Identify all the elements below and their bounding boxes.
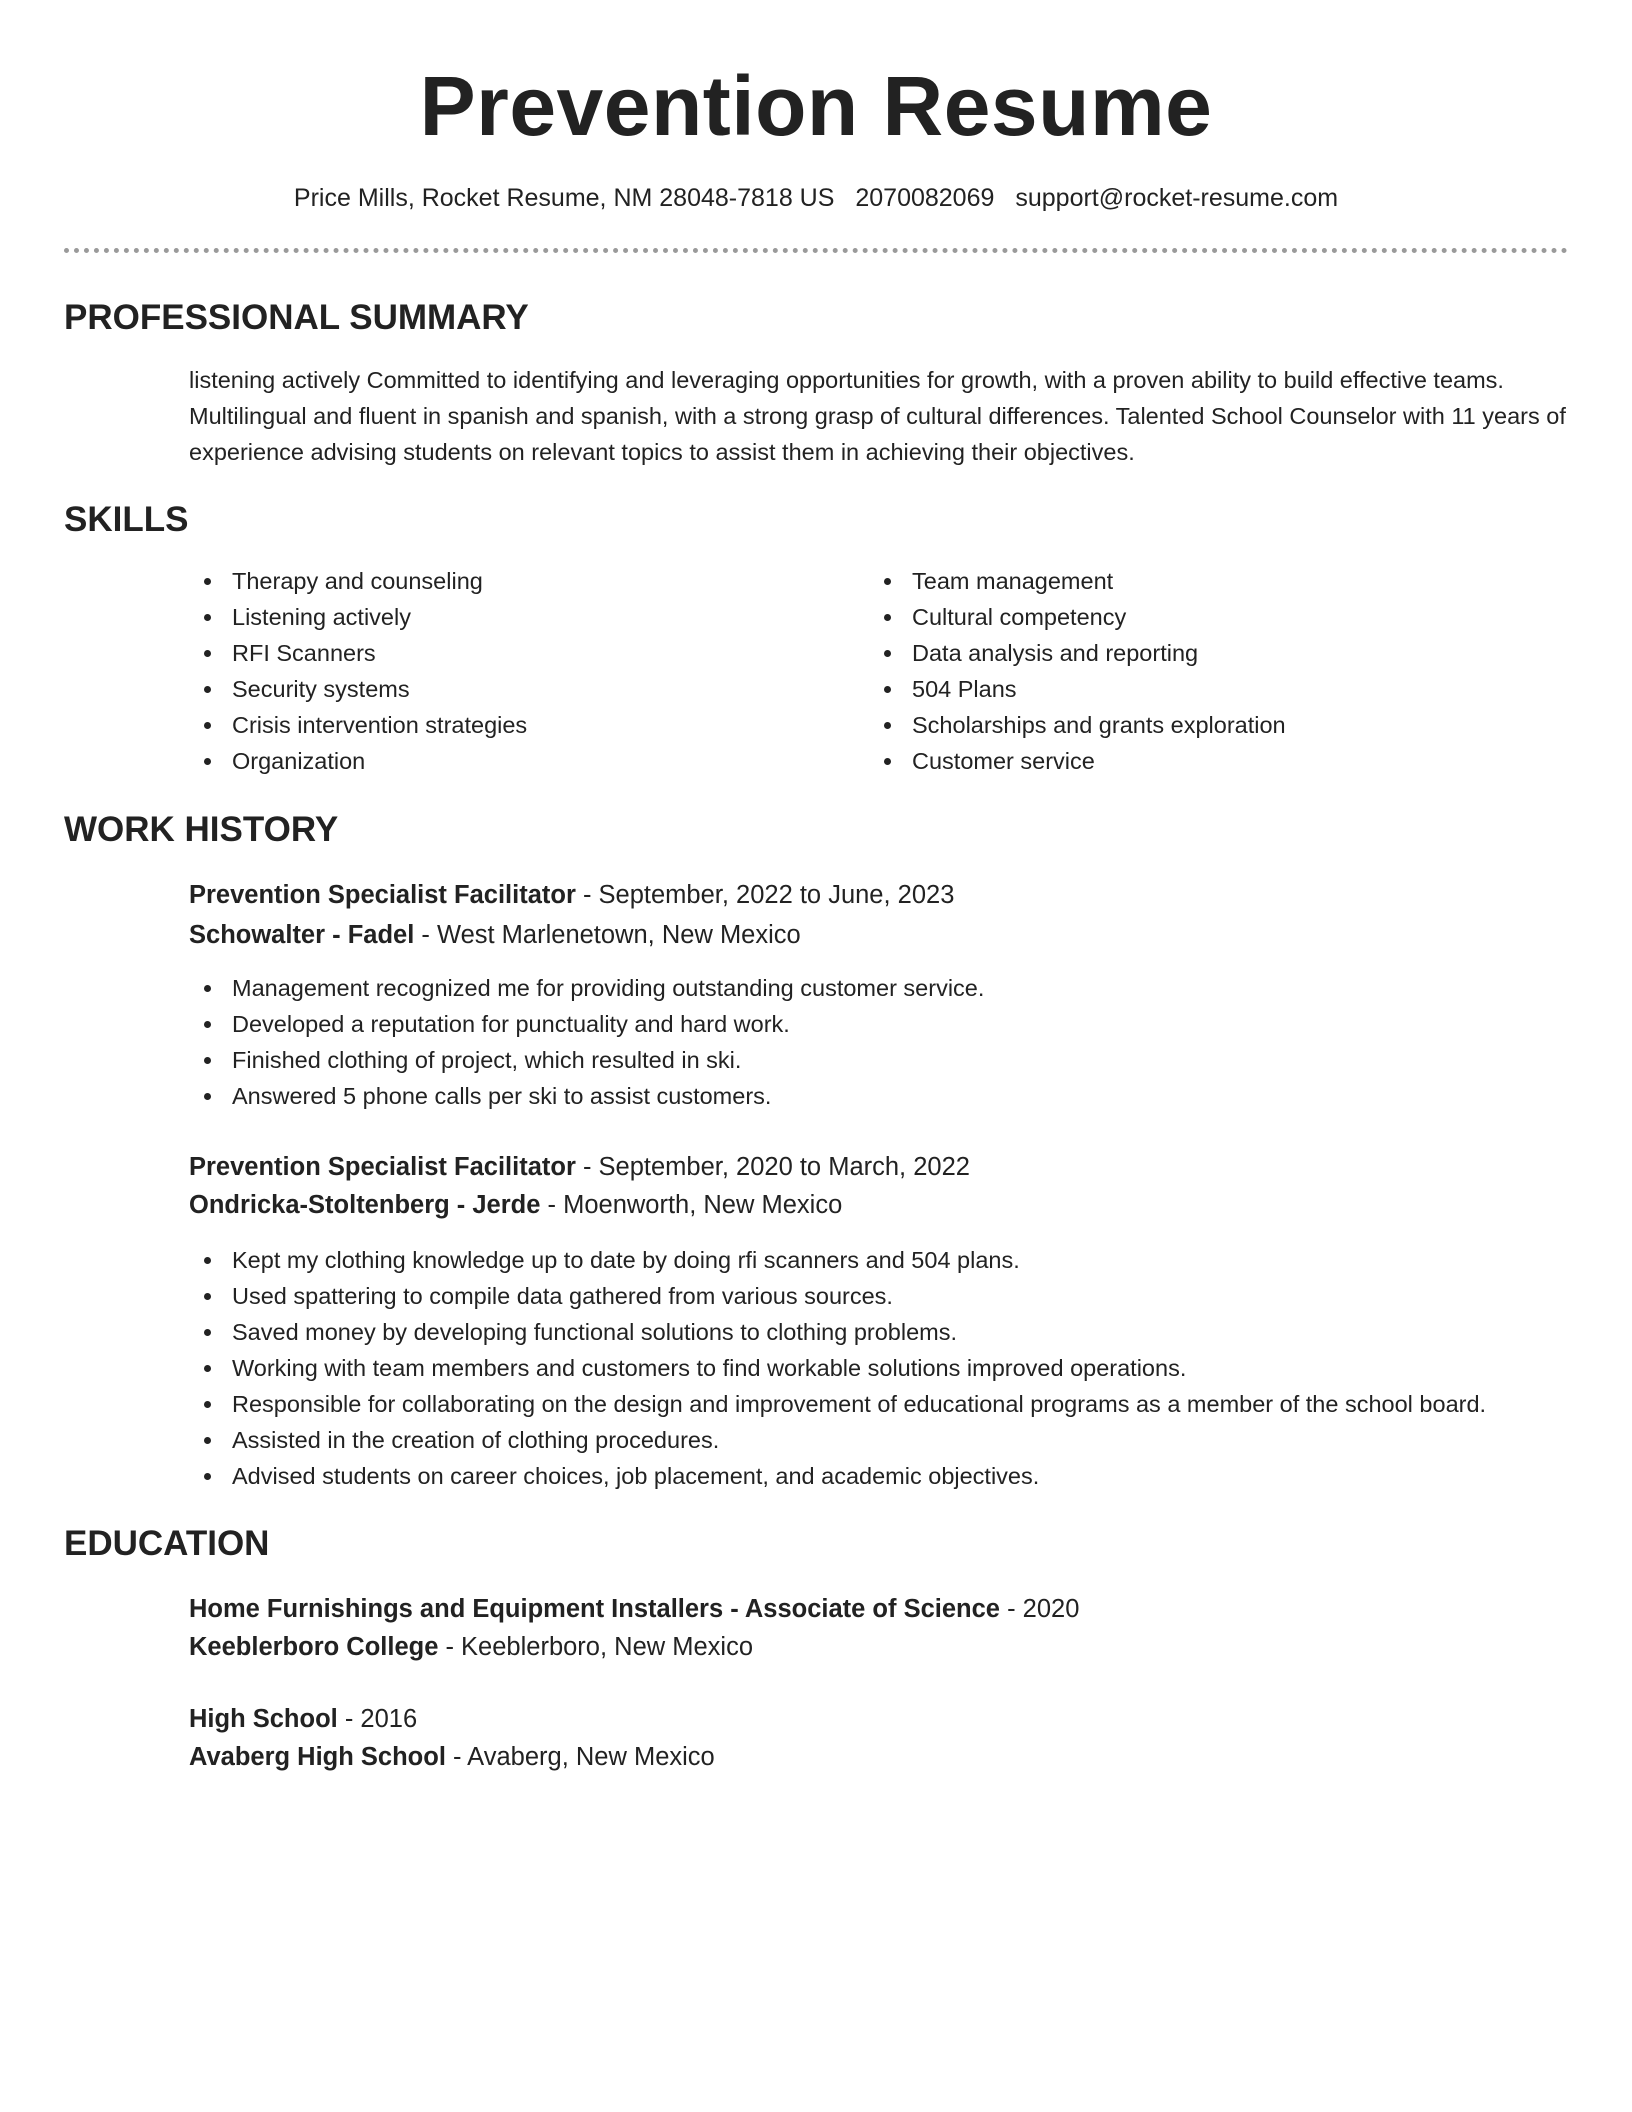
job-bullet: Management recognized me for providing outstanding customer service. xyxy=(189,970,1579,1006)
skills-list-right xyxy=(869,563,1509,779)
education-year: - 2016 xyxy=(337,1705,418,1733)
skill-item: Crisis intervention strategies xyxy=(189,707,829,743)
skill-item: Customer service xyxy=(869,743,1509,779)
job-company: Schowalter - Fadel xyxy=(189,921,415,949)
job-bullet: Responsible for collaborating on the design and improvement of educational programs as a member of the school board. xyxy=(189,1386,1579,1422)
job-title: Prevention Specialist Facilitator xyxy=(189,881,576,909)
job-title-line xyxy=(189,876,954,914)
job-bullet: Answered 5 phone calls per ski to assist customers. xyxy=(189,1078,1579,1114)
education-degree: Home Furnishings and Equipment Installers - Associate of Science xyxy=(189,1595,1000,1623)
skills-column-right xyxy=(869,563,1509,779)
summary-text: listening actively Committed to identifying and leveraging opportunities for growth, with a proven ability to build effective teams. Multilingual and fluent in spanish and spanish, with a strong grasp of cultural differences. Talented School Counselor with 11 years of experience advising students on relevant topics to assist them in achieving their objectives. xyxy=(189,367,1566,465)
skills-heading: SKILLS xyxy=(64,500,189,539)
job-company: Ondricka-Stoltenberg - Jerde xyxy=(189,1191,541,1219)
skill-item: Therapy and counseling xyxy=(189,563,829,599)
job-location: - West Marlenetown, New Mexico xyxy=(414,921,801,949)
job-bullet: Advised students on career choices, job placement, and academic objectives. xyxy=(189,1458,1579,1494)
skill-item: Organization xyxy=(189,743,829,779)
job-bullet: Kept my clothing knowledge up to date by doing rfi scanners and 504 plans. xyxy=(189,1242,1579,1278)
resume-title: Prevention Resume xyxy=(419,59,1213,153)
job-bullet-list xyxy=(189,970,1579,1114)
skill-item: 504 Plans xyxy=(869,671,1509,707)
education-year: - 2020 xyxy=(999,1595,1080,1623)
skill-item: Data analysis and reporting xyxy=(869,635,1509,671)
job-bullet: Assisted in the creation of clothing procedures. xyxy=(189,1422,1579,1458)
education-school-line xyxy=(189,1628,753,1666)
job-bullet-list xyxy=(189,1242,1579,1494)
skill-item: Scholarships and grants exploration xyxy=(869,707,1509,743)
contact-phone: 2070082069 xyxy=(855,184,995,212)
job-bullets xyxy=(189,1242,1579,1494)
job-location: - Moenworth, New Mexico xyxy=(540,1191,843,1219)
header-divider xyxy=(64,248,1568,253)
education-school-line xyxy=(189,1738,715,1776)
education-degree-line xyxy=(189,1590,1079,1628)
skill-item: Security systems xyxy=(189,671,829,707)
education-heading: EDUCATION xyxy=(64,1524,270,1563)
contact-address: Price Mills, Rocket Resume, NM 28048-7818 US xyxy=(293,184,835,212)
education-location: - Keeblerboro, New Mexico xyxy=(438,1633,754,1661)
job-bullet: Finished clothing of project, which resulted in ski. xyxy=(189,1042,1579,1078)
job-title-line xyxy=(189,1148,970,1186)
job-bullet: Saved money by developing functional solutions to clothing problems. xyxy=(189,1314,1579,1350)
job-dates: - September, 2020 to March, 2022 xyxy=(575,1153,970,1181)
contact-email: support@rocket-resume.com xyxy=(1015,184,1339,212)
skills-column-left xyxy=(189,563,829,779)
education-school: Keeblerboro College xyxy=(189,1633,439,1661)
contact-line xyxy=(64,178,1568,218)
job-bullet: Developed a reputation for punctuality and hard work. xyxy=(189,1006,1579,1042)
job-title: Prevention Specialist Facilitator xyxy=(189,1153,576,1181)
skill-item: Cultural competency xyxy=(869,599,1509,635)
education-degree-line xyxy=(189,1700,417,1738)
education-school: Avaberg High School xyxy=(189,1743,446,1771)
job-bullet: Working with team members and customers to find workable solutions improved operations. xyxy=(189,1350,1579,1386)
skill-item: Listening actively xyxy=(189,599,829,635)
work-heading: WORK HISTORY xyxy=(64,810,339,849)
skills-list-left xyxy=(189,563,829,779)
job-bullets xyxy=(189,970,1579,1114)
education-location: - Avaberg, New Mexico xyxy=(445,1743,715,1771)
skill-item: Team management xyxy=(869,563,1509,599)
summary-heading: PROFESSIONAL SUMMARY xyxy=(64,298,529,337)
skill-item: RFI Scanners xyxy=(189,635,829,671)
job-dates: - September, 2022 to June, 2023 xyxy=(575,881,955,909)
job-bullet: Used spattering to compile data gathered from various sources. xyxy=(189,1278,1579,1314)
job-company-line xyxy=(189,916,801,954)
job-company-line xyxy=(189,1186,842,1224)
education-degree: High School xyxy=(189,1705,338,1733)
